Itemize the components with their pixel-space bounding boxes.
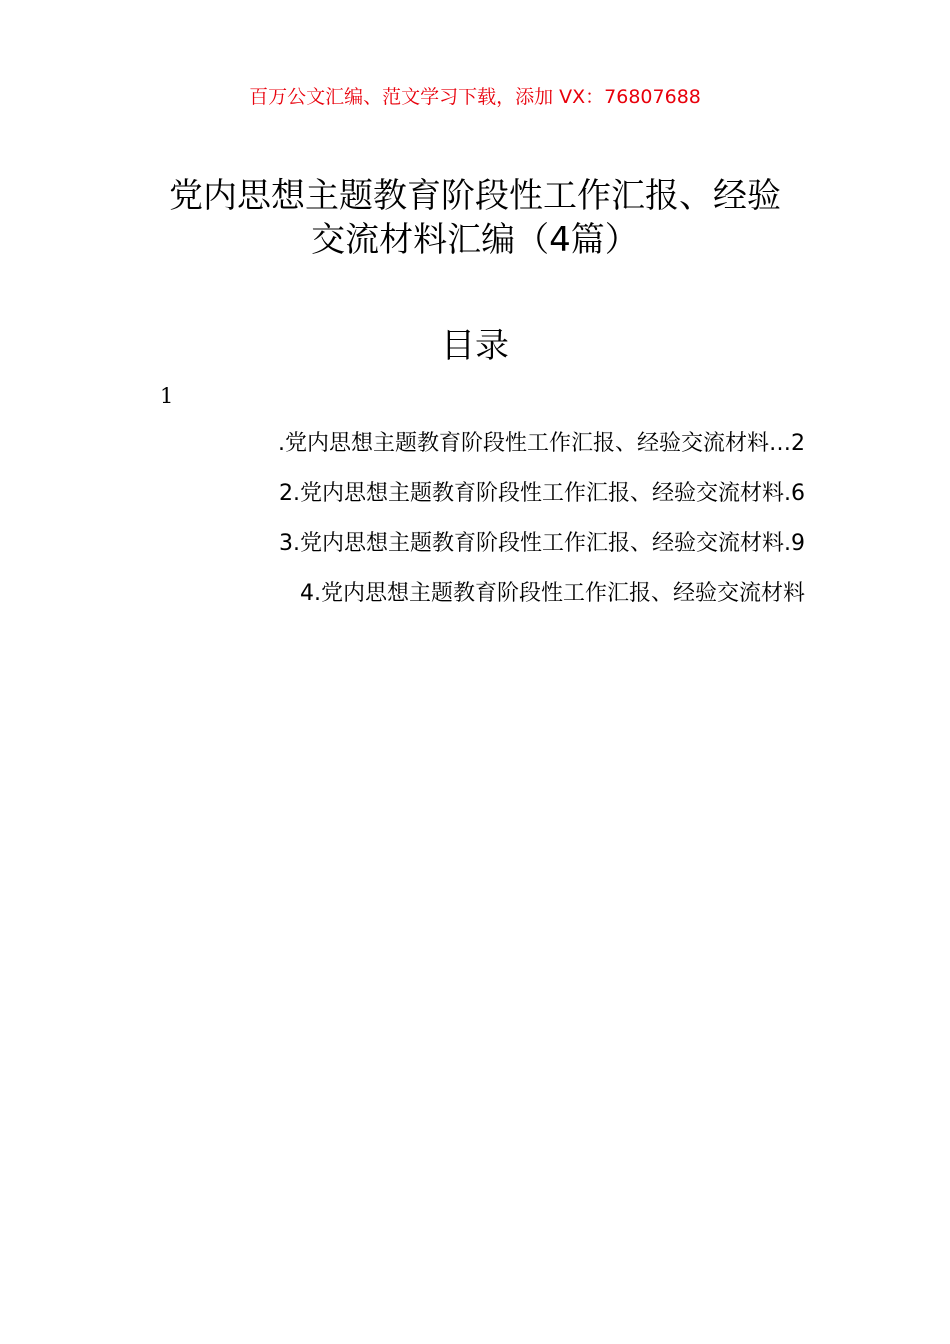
toc-entry-text[interactable]: 4.党内思想主题教育阶段性工作汇报、经验交流材料 bbox=[300, 581, 805, 606]
document-title-line-2: 交流材料汇编（4篇） bbox=[311, 220, 639, 260]
toc-heading: 目录 bbox=[441, 326, 509, 366]
toc-stray-number: 1 bbox=[160, 384, 174, 408]
header-banner: 百万公文汇编、范文学习下载，添加 VX：76807688 bbox=[249, 86, 701, 108]
document-title bbox=[130, 174, 820, 262]
toc-entry-text[interactable]: 3.党内思想主题教育阶段性工作汇报、经验交流材料.9 bbox=[279, 531, 805, 556]
toc-entry-text[interactable]: .党内思想主题教育阶段性工作汇报、经验交流材料…2 bbox=[278, 431, 805, 456]
toc-entry-text[interactable]: 2.党内思想主题教育阶段性工作汇报、经验交流材料.6 bbox=[279, 481, 805, 506]
document-title-line-1: 党内思想主题教育阶段性工作汇报、经验 bbox=[169, 176, 781, 216]
